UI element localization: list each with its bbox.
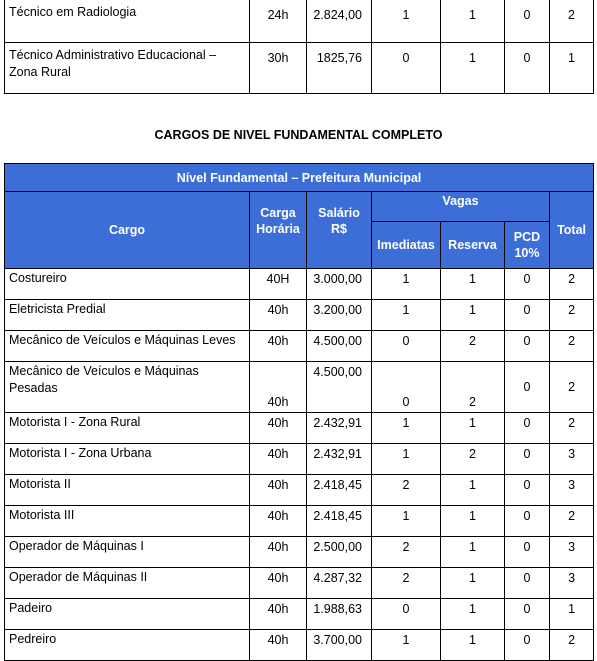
salario-cell: 4.287,32 <box>307 568 372 599</box>
pcd-cell: 0 <box>505 269 550 300</box>
header-total: Total <box>550 192 594 269</box>
cargo-line: Operador de Máquinas II <box>9 570 148 584</box>
reserva-cell: 1 <box>441 413 505 444</box>
header-salario <box>307 192 372 269</box>
reserva-cell: 1 <box>441 475 505 506</box>
carga-cell: 40h <box>250 506 307 537</box>
reserva-cell: 1 <box>441 599 505 630</box>
salario-cell: 2.500,00 <box>307 537 372 568</box>
table-row <box>5 630 594 661</box>
header-salario-line2: R$ <box>331 222 347 236</box>
cargo-cell <box>5 506 250 537</box>
total-cell: 2 <box>550 413 594 444</box>
cargo-cell <box>5 630 250 661</box>
imediatas-cell: 2 <box>372 537 441 568</box>
cargo-line: Pesadas <box>9 381 58 395</box>
imediatas-cell: 1 <box>372 300 441 331</box>
pcd-cell: 0 <box>505 444 550 475</box>
carga-cell: 30h <box>250 43 307 94</box>
table-row <box>5 537 594 568</box>
header-carga-line1: Carga <box>260 206 296 220</box>
header-vagas: Vagas <box>372 192 550 222</box>
table-row <box>5 300 594 331</box>
carga-cell: 40h <box>250 444 307 475</box>
salario-cell: 2.418,45 <box>307 506 372 537</box>
pcd-cell: 0 <box>505 0 550 43</box>
pcd-cell: 0 <box>505 475 550 506</box>
carga-cell: 40h <box>250 362 307 413</box>
salario-cell: 3.000,00 <box>307 269 372 300</box>
carga-cell: 40h <box>250 630 307 661</box>
carga-cell: 40h <box>250 599 307 630</box>
salario-cell: 1825,76 <box>307 43 372 94</box>
carga-cell: 40h <box>250 413 307 444</box>
imediatas-cell: 1 <box>372 269 441 300</box>
header-carga-line2: Horária <box>256 222 300 236</box>
pcd-cell: 0 <box>505 331 550 362</box>
table-title: Nível Fundamental – Prefeitura Municipal <box>5 164 594 192</box>
cargo-line: Motorista III <box>9 508 75 522</box>
total-cell: 3 <box>550 537 594 568</box>
reserva-cell: 2 <box>441 362 505 413</box>
imediatas-cell: 1 <box>372 0 441 43</box>
cargo-cell <box>5 413 250 444</box>
imediatas-cell: 2 <box>372 568 441 599</box>
table-row <box>5 43 594 94</box>
imediatas-cell: 1 <box>372 444 441 475</box>
cargo-line: Costureiro <box>9 271 67 285</box>
imediatas-cell: 1 <box>372 413 441 444</box>
header-imediatas: Imediatas <box>372 222 441 269</box>
header-cargo: Cargo <box>5 192 250 269</box>
salario-cell: 4.500,00 <box>307 362 372 413</box>
reserva-cell: 1 <box>441 300 505 331</box>
total-cell: 2 <box>550 506 594 537</box>
salario-cell: 3.200,00 <box>307 300 372 331</box>
pcd-cell: 0 <box>505 506 550 537</box>
imediatas-cell: 1 <box>372 506 441 537</box>
cargo-cell <box>5 300 250 331</box>
total-cell: 2 <box>550 362 594 413</box>
table-row <box>5 0 594 43</box>
table-row <box>5 331 594 362</box>
header-pcd <box>505 222 550 269</box>
cargo-line: Pedreiro <box>9 632 57 646</box>
cargo-line: Técnico Administrativo Educacional – <box>9 48 217 62</box>
cargo-line: Operador de Máquinas I <box>9 539 144 553</box>
carga-cell: 24h <box>250 0 307 43</box>
cargo-cell <box>5 537 250 568</box>
reserva-cell: 1 <box>441 0 505 43</box>
fundamental-positions-table <box>4 163 594 661</box>
cargo-cell <box>5 43 250 94</box>
cargo-cell <box>5 0 250 43</box>
salario-cell: 2.432,91 <box>307 444 372 475</box>
total-cell: 2 <box>550 331 594 362</box>
total-cell: 2 <box>550 269 594 300</box>
pcd-cell: 0 <box>505 537 550 568</box>
cargo-cell <box>5 599 250 630</box>
pcd-cell: 0 <box>505 413 550 444</box>
cargo-line: Técnico em Radiologia <box>9 5 137 19</box>
carga-cell: 40h <box>250 537 307 568</box>
cargo-line: Motorista I - Zona Rural <box>9 415 141 429</box>
header-pcd-line2: 10% <box>514 246 540 260</box>
reserva-cell: 1 <box>441 537 505 568</box>
table-row <box>5 413 594 444</box>
cargo-line: Padeiro <box>9 601 53 615</box>
cargo-line: Eletricista Predial <box>9 302 106 316</box>
carga-cell: 40H <box>250 269 307 300</box>
carga-cell: 40h <box>250 568 307 599</box>
table-row <box>5 475 594 506</box>
imediatas-cell: 0 <box>372 362 441 413</box>
table-row <box>5 269 594 300</box>
total-cell: 1 <box>550 43 594 94</box>
pcd-cell: 0 <box>505 630 550 661</box>
pcd-cell: 0 <box>505 362 550 413</box>
imediatas-cell: 1 <box>372 630 441 661</box>
reserva-cell: 1 <box>441 506 505 537</box>
total-cell: 1 <box>550 599 594 630</box>
imediatas-cell: 2 <box>372 475 441 506</box>
total-cell: 2 <box>550 300 594 331</box>
table-row <box>5 568 594 599</box>
total-cell: 2 <box>550 0 594 43</box>
total-cell: 2 <box>550 630 594 661</box>
cargo-cell <box>5 269 250 300</box>
reserva-cell: 1 <box>441 568 505 599</box>
cargo-cell <box>5 475 250 506</box>
cargo-line: Mecânico de Veículos e Máquinas Leves <box>9 333 236 347</box>
total-cell: 3 <box>550 568 594 599</box>
carga-cell: 40h <box>250 475 307 506</box>
imediatas-cell: 0 <box>372 599 441 630</box>
table-row <box>5 506 594 537</box>
header-pcd-line1: PCD <box>513 230 541 244</box>
cargo-cell <box>5 444 250 475</box>
carga-cell: 40h <box>250 331 307 362</box>
header-salario-line1: Salário <box>318 206 360 220</box>
reserva-cell: 2 <box>441 444 505 475</box>
reserva-cell: 1 <box>441 269 505 300</box>
total-cell: 3 <box>550 444 594 475</box>
reserva-cell: 2 <box>441 331 505 362</box>
header-carga-horaria <box>250 192 307 269</box>
header-reserva: Reserva <box>441 222 505 269</box>
cargo-cell <box>5 362 250 413</box>
total-cell: 3 <box>550 475 594 506</box>
salario-cell: 1.988,63 <box>307 599 372 630</box>
cargo-line: Motorista II <box>9 477 71 491</box>
section-title: CARGOS DE NIVEL FUNDAMENTAL COMPLETO <box>154 128 443 142</box>
cargo-cell <box>5 331 250 362</box>
table-row <box>5 599 594 630</box>
salario-cell: 2.418,45 <box>307 475 372 506</box>
salario-cell: 2.432,91 <box>307 413 372 444</box>
salario-cell: 3.700,00 <box>307 630 372 661</box>
carga-cell: 40h <box>250 300 307 331</box>
cargo-line: Mecânico de Veículos e Máquinas <box>9 364 199 378</box>
table-row <box>5 362 594 413</box>
reserva-cell: 1 <box>441 630 505 661</box>
upper-positions-table <box>4 0 594 94</box>
pcd-cell: 0 <box>505 568 550 599</box>
pcd-cell: 0 <box>505 599 550 630</box>
pcd-cell: 0 <box>505 43 550 94</box>
table-row <box>5 444 594 475</box>
salario-cell: 4.500,00 <box>307 331 372 362</box>
imediatas-cell: 0 <box>372 331 441 362</box>
imediatas-cell: 0 <box>372 43 441 94</box>
cargo-line: Zona Rural <box>9 65 71 79</box>
reserva-cell: 1 <box>441 43 505 94</box>
cargo-cell <box>5 568 250 599</box>
salario-cell: 2.824,00 <box>307 0 372 43</box>
cargo-line: Motorista I - Zona Urbana <box>9 446 152 460</box>
pcd-cell: 0 <box>505 300 550 331</box>
